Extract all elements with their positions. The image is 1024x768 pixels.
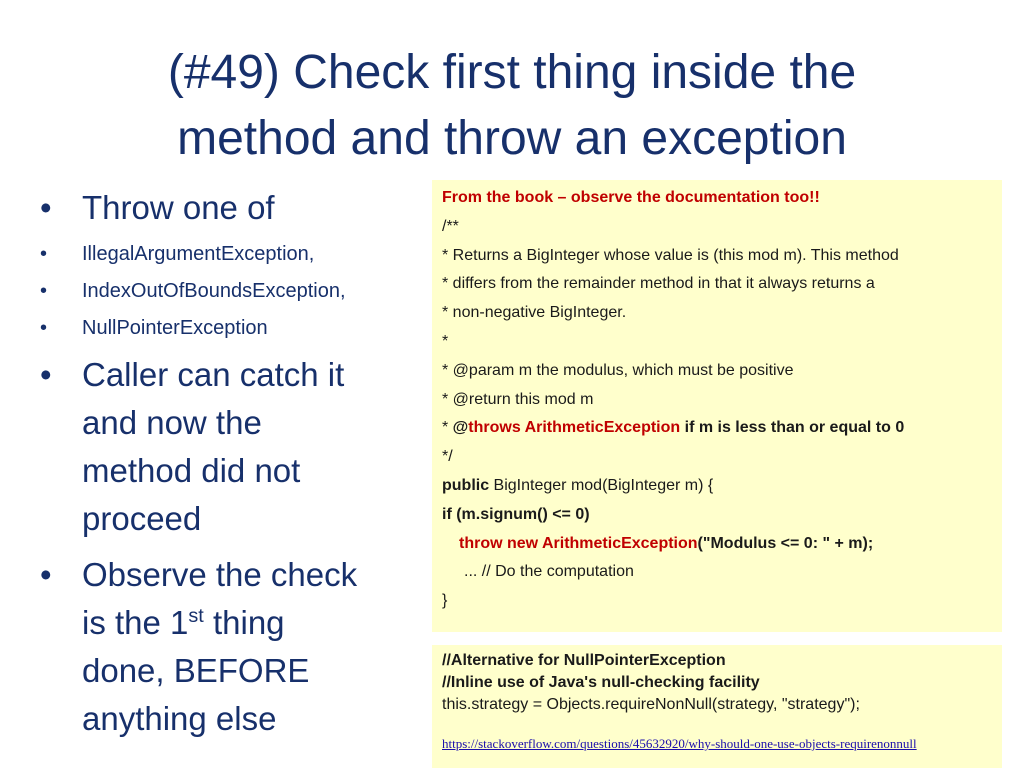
code-text: * [442,419,453,437]
code-box-heading: From the book – observe the documentation too!! [442,189,820,206]
bullet-text: thing [203,604,285,641]
bullet-line: and now the [82,404,262,441]
code-text: BigInteger mod(BigInteger m) { [489,476,714,494]
bullet-throw-one-of [40,184,420,232]
bullet-text: Throw one of [82,189,275,226]
code-line: * @param m the modulus, which must be positive [442,361,794,379]
title-line-2: method and throw an exception [177,112,847,165]
code-line: * Returns a BigInteger whose value is (this mod m). This method [442,246,899,264]
ordinal-superscript: st [188,605,204,627]
comma: , [308,243,315,265]
bullet-caller-can-catch [40,351,420,543]
bullet-line: • Caller can catch it [82,356,345,393]
bullet-line: • Observe the check [82,556,358,593]
code-line-signature [442,472,992,501]
throw-statement: throw new ArithmeticException [459,534,698,552]
code-text: if m is less than or equal to 0 [680,419,905,437]
code-line: * [442,332,449,350]
stackoverflow-link[interactable]: https://stackoverflow.com/questions/45632920/why-should-one-use-objects-requirenonnull [442,736,917,751]
code-line: } [442,592,448,610]
exception-name: IllegalArgumentException [82,243,309,265]
code-line: * @return this mod m [442,390,594,408]
code-line: * non-negative BigInteger. [442,304,627,322]
bullet-index-out-of-bounds [40,273,420,310]
alternative-box [432,645,1002,768]
bullet-illegal-argument [40,236,420,273]
code-line: */ [442,448,453,466]
code-line: * differs from the remainder method in that it always returns a [442,275,875,293]
bullet-line: anything else [82,700,277,737]
slide-title [60,40,964,172]
bullet-line: proceed [82,500,202,537]
exception-name: NullPointerException [82,317,268,339]
bullet-line [82,599,420,647]
code-example-box [432,180,1002,632]
keyword-public: public [442,476,490,494]
code-line-throw [442,530,992,559]
comma: , [339,280,346,302]
title-line-1: (#49) Check first thing inside the [167,46,857,99]
bullet-line: done, BEFORE [82,652,310,689]
alt-comment: //Inline use of Java's null-checking facility [442,674,760,691]
bullet-list [40,184,420,743]
code-line: /** [442,217,459,235]
bullet-text: is the 1 [82,604,189,641]
code-line-throws [442,414,992,443]
exception-name: IndexOutOfBoundsException [82,280,340,302]
code-line: ... // Do the computation [464,563,634,581]
code-text: @ [452,419,469,437]
throws-tag: throws ArithmeticException [468,419,681,437]
bullet-line: method did not [82,452,301,489]
alt-code-line: this.strategy = Objects.requireNonNull(strategy, "strategy"); [442,696,860,713]
code-line: if (m.signum() <= 0) [442,505,590,523]
alt-comment: //Alternative for NullPointerException [442,652,726,669]
bullet-null-pointer [40,310,420,347]
code-text: ("Modulus <= 0: " + m); [697,534,874,552]
bullet-observe-check [40,551,420,743]
